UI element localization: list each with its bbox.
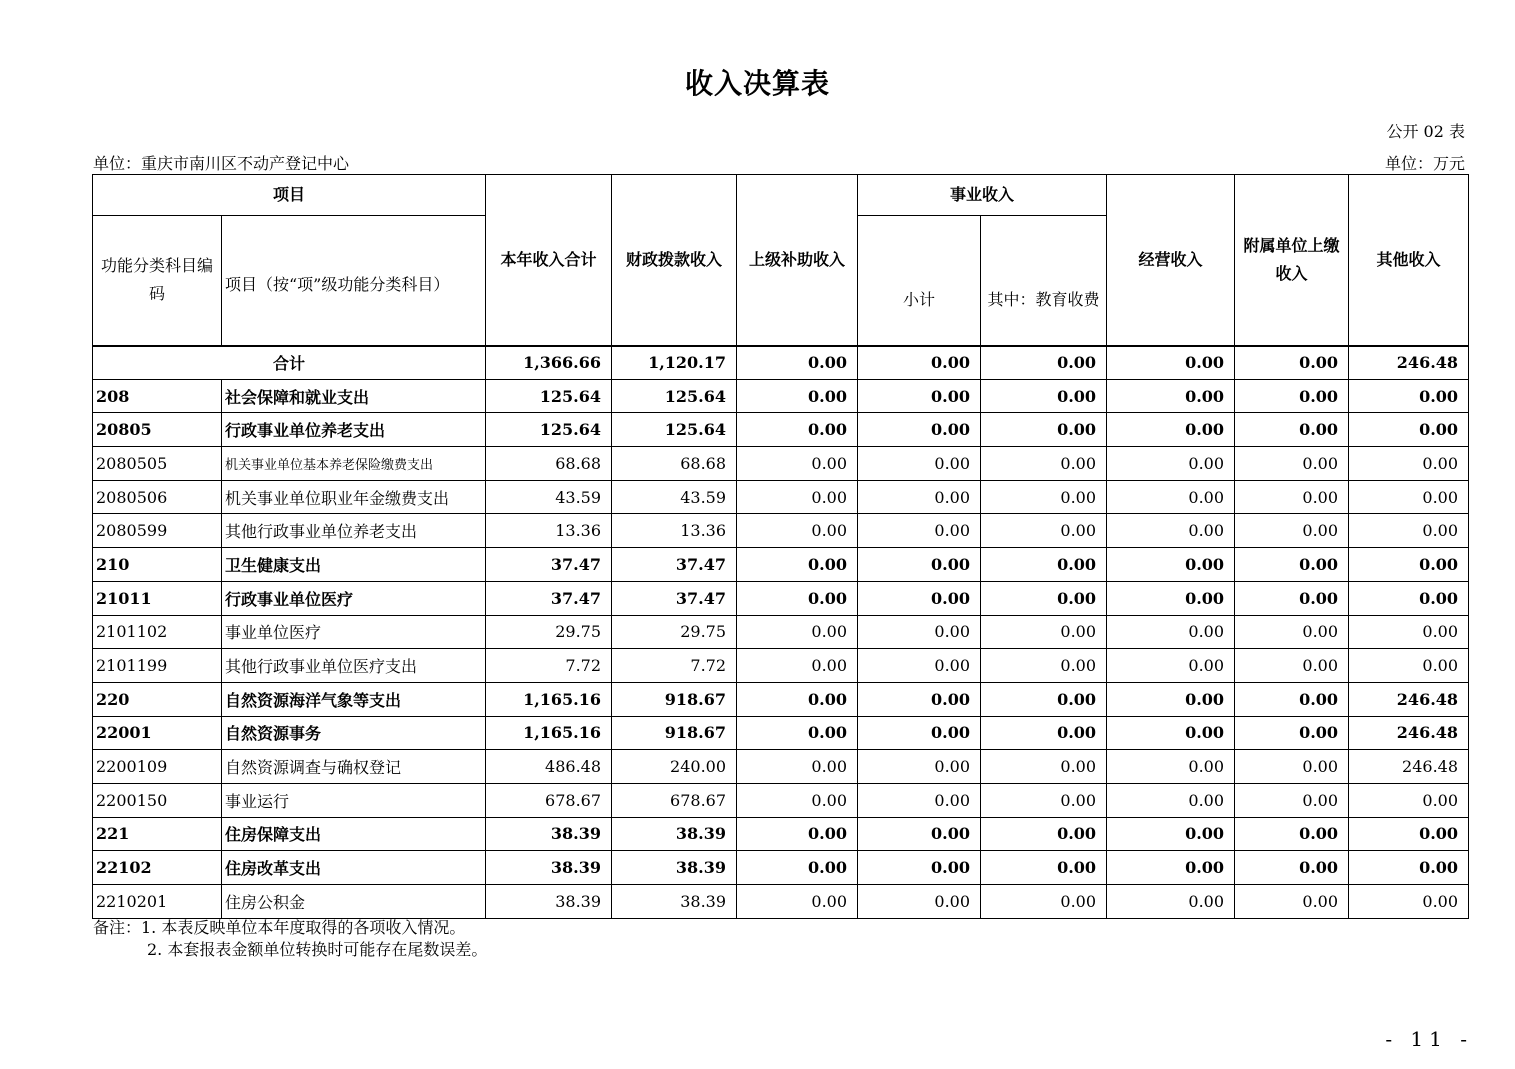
row-value: 0.00 [737, 750, 858, 784]
row-value: 678.67 [486, 783, 612, 817]
row-value: 29.75 [612, 615, 737, 649]
row-value: 0.00 [981, 447, 1107, 481]
row-code: 2101102 [93, 615, 222, 649]
row-value: 13.36 [486, 514, 612, 548]
row-value: 0.00 [737, 514, 858, 548]
row-name: 事业单位医疗 [222, 615, 486, 649]
row-value: 0.00 [1349, 649, 1469, 683]
row-name: 社会保障和就业支出 [222, 379, 486, 413]
page-number: - 11 - [1385, 1027, 1473, 1051]
header-item: 项目 [93, 175, 486, 216]
header-other: 其他收入 [1349, 175, 1469, 346]
row-value: 0.00 [981, 885, 1107, 919]
row-name: 其他行政事业单位养老支出 [222, 514, 486, 548]
table-row [93, 783, 1469, 817]
row-value: 0.00 [1349, 817, 1469, 851]
row-value: 486.48 [486, 750, 612, 784]
row-name: 自然资源海洋气象等支出 [222, 682, 486, 716]
row-code: 2080599 [93, 514, 222, 548]
row-value: 0.00 [1107, 615, 1235, 649]
row-value: 0.00 [858, 581, 981, 615]
row-value: 0.00 [1107, 750, 1235, 784]
table-row [93, 817, 1469, 851]
row-value: 0.00 [1349, 581, 1469, 615]
row-value: 0.00 [737, 885, 858, 919]
row-value: 0.00 [858, 615, 981, 649]
row-value: 125.64 [612, 413, 737, 447]
row-value: 0.00 [981, 548, 1107, 582]
row-value: 246.48 [1349, 716, 1469, 750]
row-value: 0.00 [1349, 885, 1469, 919]
row-value: 0.00 [737, 548, 858, 582]
row-code: 21011 [93, 581, 222, 615]
row-value: 38.39 [486, 817, 612, 851]
row-value: 0.00 [1349, 480, 1469, 514]
row-value: 0.00 [1235, 480, 1349, 514]
table-row [93, 480, 1469, 514]
row-value: 0.00 [1349, 413, 1469, 447]
row-value: 0.00 [1349, 548, 1469, 582]
row-value: 0.00 [1349, 615, 1469, 649]
row-name: 机关事业单位基本养老保险缴费支出 [222, 447, 486, 481]
income-table [92, 174, 1469, 919]
form-number: 公开 02 表 [1386, 122, 1465, 141]
table-row [93, 548, 1469, 582]
row-code: 2080505 [93, 447, 222, 481]
row-name: 卫生健康支出 [222, 548, 486, 582]
header-total-income: 本年收入合计 [486, 175, 612, 346]
header-subtotal: 小计 [858, 216, 981, 346]
currency-unit: 单位：万元 [1384, 154, 1465, 173]
row-name: 自然资源调查与确权登记 [222, 750, 486, 784]
row-value: 125.64 [486, 413, 612, 447]
summary-cell: 0.00 [858, 346, 981, 380]
row-value: 0.00 [737, 379, 858, 413]
header-affiliated: 附属单位上缴收入 [1235, 175, 1349, 346]
row-value: 0.00 [1235, 649, 1349, 683]
row-value: 38.39 [612, 817, 737, 851]
row-value: 0.00 [858, 716, 981, 750]
table-row [93, 716, 1469, 750]
row-value: 0.00 [1235, 379, 1349, 413]
row-value: 0.00 [1107, 885, 1235, 919]
row-value: 0.00 [737, 716, 858, 750]
row-value: 38.39 [486, 851, 612, 885]
row-value: 0.00 [981, 581, 1107, 615]
row-code: 22102 [93, 851, 222, 885]
row-value: 0.00 [1107, 548, 1235, 582]
row-value: 0.00 [981, 817, 1107, 851]
row-value: 37.47 [612, 548, 737, 582]
row-code: 2200109 [93, 750, 222, 784]
row-name: 住房改革支出 [222, 851, 486, 885]
table-row [93, 682, 1469, 716]
row-value: 0.00 [858, 817, 981, 851]
header-superior: 上级补助收入 [737, 175, 858, 346]
row-code: 2200150 [93, 783, 222, 817]
row-value: 0.00 [1349, 851, 1469, 885]
row-value: 38.39 [612, 885, 737, 919]
row-value: 246.48 [1349, 750, 1469, 784]
summary-cell: 0.00 [1235, 346, 1349, 380]
row-value: 0.00 [858, 413, 981, 447]
row-value: 0.00 [858, 480, 981, 514]
row-value: 0.00 [981, 514, 1107, 548]
row-value: 0.00 [1107, 851, 1235, 885]
row-value: 0.00 [981, 682, 1107, 716]
table-row [93, 447, 1469, 481]
header-business: 事业收入 [858, 175, 1107, 216]
row-code: 208 [93, 379, 222, 413]
row-value: 7.72 [486, 649, 612, 683]
row-name: 住房保障支出 [222, 817, 486, 851]
row-value: 0.00 [981, 379, 1107, 413]
row-name: 自然资源事务 [222, 716, 486, 750]
row-value: 0.00 [1235, 615, 1349, 649]
row-value: 0.00 [1107, 480, 1235, 514]
row-value: 246.48 [1349, 682, 1469, 716]
row-value: 0.00 [1235, 750, 1349, 784]
row-value: 37.47 [486, 581, 612, 615]
header-education: 其中：教育收费 [981, 216, 1107, 346]
row-value: 0.00 [737, 682, 858, 716]
row-value: 125.64 [486, 379, 612, 413]
row-value: 0.00 [737, 783, 858, 817]
row-value: 0.00 [1349, 447, 1469, 481]
summary-cell: 1,120.17 [612, 346, 737, 380]
row-value: 68.68 [612, 447, 737, 481]
row-value: 0.00 [737, 817, 858, 851]
row-code: 2210201 [93, 885, 222, 919]
row-code: 2101199 [93, 649, 222, 683]
row-value: 0.00 [1107, 682, 1235, 716]
row-name: 事业运行 [222, 783, 486, 817]
row-value: 0.00 [1107, 514, 1235, 548]
row-value: 125.64 [612, 379, 737, 413]
row-name: 其他行政事业单位医疗支出 [222, 649, 486, 683]
header-name: 项目（按“项”级功能分类科目） [222, 216, 486, 346]
table-body [93, 346, 1469, 919]
row-code: 210 [93, 548, 222, 582]
summary-cell: 0.00 [981, 346, 1107, 380]
header-code: 功能分类科目编码 [93, 216, 222, 346]
row-value: 0.00 [1107, 413, 1235, 447]
row-value: 0.00 [1235, 716, 1349, 750]
table-row [93, 379, 1469, 413]
row-value: 38.39 [612, 851, 737, 885]
row-value: 0.00 [858, 548, 981, 582]
row-value: 0.00 [1107, 379, 1235, 413]
row-value: 0.00 [737, 480, 858, 514]
row-value: 0.00 [1235, 447, 1349, 481]
reporting-unit: 单位：重庆市南川区不动产登记中心 [93, 154, 350, 173]
row-value: 0.00 [1235, 548, 1349, 582]
row-value: 68.68 [486, 447, 612, 481]
header-operating: 经营收入 [1107, 175, 1235, 346]
table-row [93, 750, 1469, 784]
row-value: 0.00 [858, 379, 981, 413]
row-value: 0.00 [858, 885, 981, 919]
note-line: 2. 本套报表金额单位转换时可能存在尾数误差。 [147, 940, 488, 959]
row-value: 0.00 [1235, 682, 1349, 716]
row-value: 29.75 [486, 615, 612, 649]
row-value: 1,165.16 [486, 682, 612, 716]
summary-cell: 0.00 [737, 346, 858, 380]
row-value: 0.00 [737, 447, 858, 481]
row-value: 918.67 [612, 682, 737, 716]
row-name: 住房公积金 [222, 885, 486, 919]
row-value: 0.00 [1235, 817, 1349, 851]
row-value: 0.00 [1349, 379, 1469, 413]
table-row [93, 413, 1469, 447]
row-value: 0.00 [737, 581, 858, 615]
row-value: 38.39 [486, 885, 612, 919]
row-value: 0.00 [981, 750, 1107, 784]
header-fiscal: 财政拨款收入 [612, 175, 737, 346]
row-value: 0.00 [1235, 851, 1349, 885]
row-value: 0.00 [1107, 649, 1235, 683]
row-name: 机关事业单位职业年金缴费支出 [222, 480, 486, 514]
row-value: 0.00 [1235, 581, 1349, 615]
row-value: 0.00 [1235, 413, 1349, 447]
row-name: 行政事业单位养老支出 [222, 413, 486, 447]
row-code: 221 [93, 817, 222, 851]
row-value: 0.00 [981, 716, 1107, 750]
row-code: 20805 [93, 413, 222, 447]
row-value: 0.00 [1107, 817, 1235, 851]
row-value: 240.00 [612, 750, 737, 784]
row-value: 0.00 [737, 649, 858, 683]
table-row [93, 615, 1469, 649]
row-name: 行政事业单位医疗 [222, 581, 486, 615]
row-value: 0.00 [981, 851, 1107, 885]
table-row [93, 885, 1469, 919]
row-value: 13.36 [612, 514, 737, 548]
row-value: 0.00 [737, 413, 858, 447]
table-row [93, 514, 1469, 548]
row-value: 0.00 [1349, 783, 1469, 817]
row-code: 2080506 [93, 480, 222, 514]
row-value: 0.00 [1107, 447, 1235, 481]
summary-row [93, 346, 1469, 380]
note-line: 备注：1. 本表反映单位本年度取得的各项收入情况。 [93, 918, 466, 937]
row-value: 0.00 [981, 615, 1107, 649]
notes [93, 917, 487, 961]
table-header [93, 175, 1469, 346]
row-value: 0.00 [1235, 783, 1349, 817]
row-value: 0.00 [858, 750, 981, 784]
row-value: 1,165.16 [486, 716, 612, 750]
row-value: 0.00 [1107, 581, 1235, 615]
row-value: 0.00 [858, 447, 981, 481]
summary-cell: 1,366.66 [486, 346, 612, 380]
row-value: 37.47 [612, 581, 737, 615]
row-value: 0.00 [858, 783, 981, 817]
row-value: 0.00 [737, 615, 858, 649]
summary-cell: 246.48 [1349, 346, 1469, 380]
row-value: 0.00 [858, 514, 981, 548]
row-value: 43.59 [612, 480, 737, 514]
row-value: 7.72 [612, 649, 737, 683]
summary-cell: 0.00 [1107, 346, 1235, 380]
row-value: 678.67 [612, 783, 737, 817]
row-value: 918.67 [612, 716, 737, 750]
row-value: 0.00 [981, 413, 1107, 447]
row-code: 220 [93, 682, 222, 716]
row-value: 0.00 [981, 649, 1107, 683]
row-value: 0.00 [737, 851, 858, 885]
row-value: 43.59 [486, 480, 612, 514]
row-value: 0.00 [981, 783, 1107, 817]
row-value: 0.00 [1349, 514, 1469, 548]
row-value: 0.00 [1107, 716, 1235, 750]
row-value: 0.00 [858, 682, 981, 716]
table-row [93, 649, 1469, 683]
table-row [93, 581, 1469, 615]
table-row [93, 851, 1469, 885]
row-value: 0.00 [1235, 885, 1349, 919]
row-code: 22001 [93, 716, 222, 750]
row-value: 0.00 [1235, 514, 1349, 548]
row-value: 0.00 [1107, 783, 1235, 817]
row-value: 0.00 [981, 480, 1107, 514]
row-value: 0.00 [858, 649, 981, 683]
row-value: 0.00 [858, 851, 981, 885]
page-title: 收入决算表 [684, 67, 830, 100]
row-value: 37.47 [486, 548, 612, 582]
summary-label: 合计 [93, 346, 486, 380]
